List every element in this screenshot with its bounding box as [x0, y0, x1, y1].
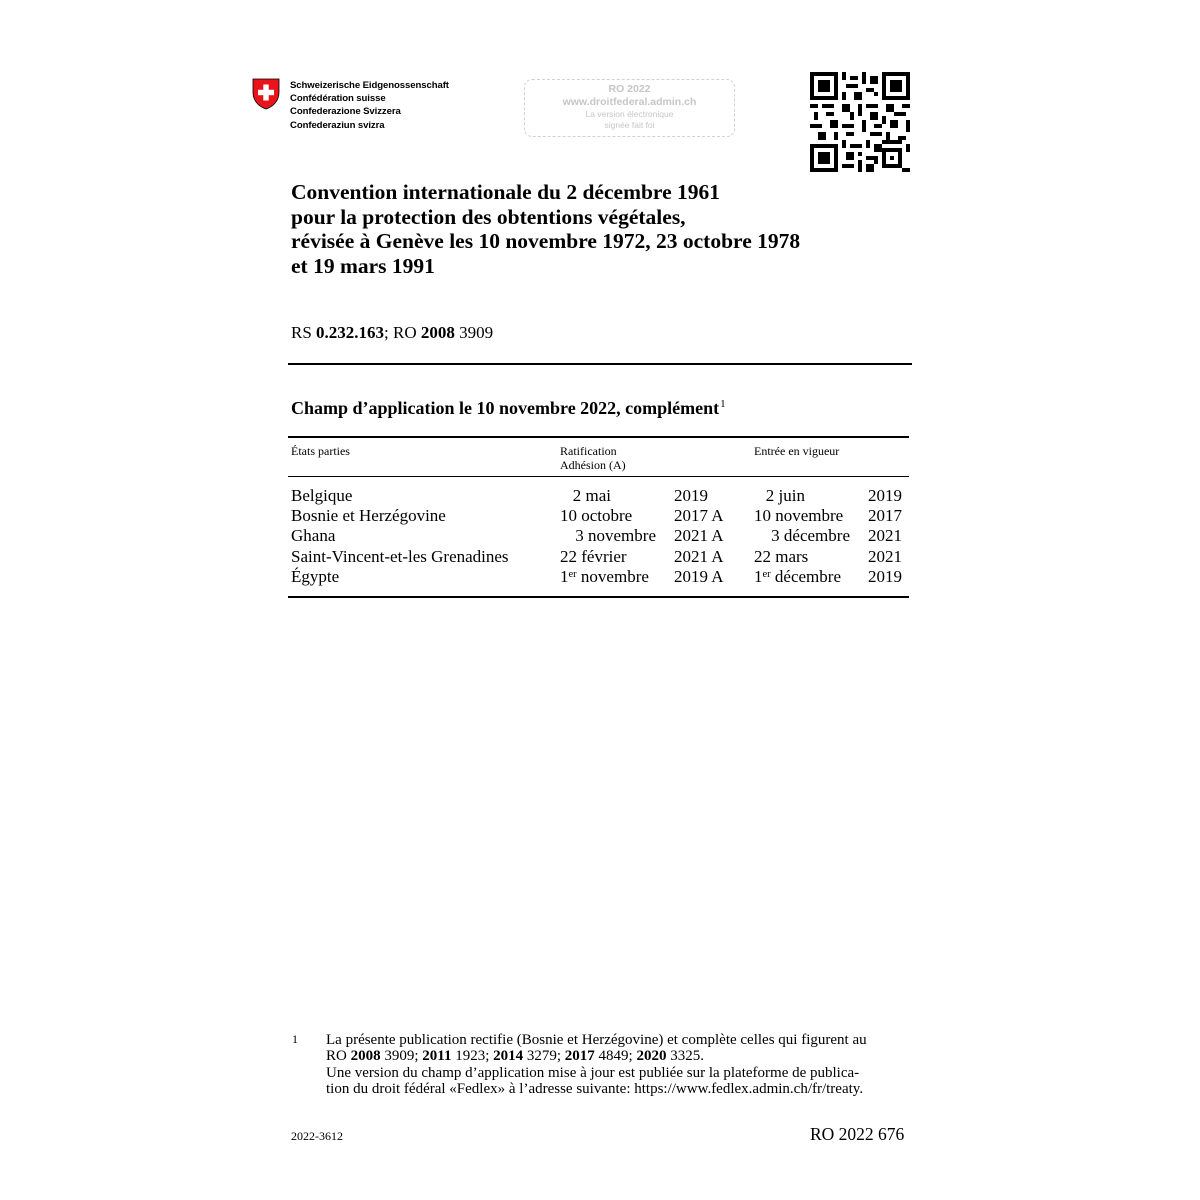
entry-date: 22 mars [754, 546, 809, 566]
footnote-line-3: Une version du champ d’application mise à jour est publiée sur la plateforme de publica- [326, 1064, 860, 1081]
ro-page: 3909; [380, 1048, 423, 1065]
entry-year: 2017 [868, 506, 902, 526]
ro-page: 3325. [666, 1048, 704, 1065]
ratification-year: 2019 [674, 486, 708, 505]
ro-page: 4849; [594, 1048, 637, 1065]
entry-year: 2021 [868, 546, 902, 566]
stamp-text-2: signée fait foi [604, 120, 655, 130]
rs-label: RS [291, 323, 317, 342]
ratification-year: 2021 A [674, 526, 724, 546]
ro-year: 2020 [636, 1048, 667, 1065]
footnote-line-2 [326, 1048, 916, 1064]
entry-year: 2019 [868, 486, 902, 505]
ro-year: 2011 [422, 1048, 452, 1065]
confederation-name-fr: Confédération suisse [290, 93, 386, 105]
ro-label: RO [326, 1048, 351, 1065]
document-title [291, 180, 931, 278]
ratification-date: 2 mai [572, 486, 611, 505]
table-row [0, 547, 1200, 567]
ratification-year: 2019 A [674, 566, 724, 586]
table-row [0, 486, 1200, 506]
state-name: Bosnie et Herzégovine [291, 506, 446, 526]
ro-year: 2008 [420, 323, 455, 342]
footnote-text [326, 1032, 916, 1098]
swiss-coat-of-arms-icon [252, 78, 280, 110]
section-subtitle [291, 398, 726, 419]
table-row [0, 526, 1200, 546]
entry-year: 2019 [868, 566, 902, 586]
confederation-name-rm: Confederaziun svizra [290, 119, 385, 131]
entry-day: 1 [754, 566, 763, 586]
entry-date: 2 juin [765, 486, 805, 505]
state-name: Belgique [291, 486, 353, 505]
ro-page-reference: RO 2022 676 [810, 1124, 905, 1144]
entry-month: décembre [770, 566, 841, 586]
electronic-version-stamp [524, 79, 735, 137]
state-name: Saint-Vincent-et-les Grenadines [291, 546, 509, 566]
stamp-text-1: La version électronique [585, 109, 674, 119]
ratification-date: 10 octobre [560, 506, 633, 526]
ro-year: 2014 [493, 1048, 524, 1065]
ratification-year: 2021 A [674, 546, 724, 566]
table-row [0, 506, 1200, 526]
confederation-name-it: Confederazione Svizzera [290, 106, 401, 118]
stamp-ro: RO 2022 [608, 83, 651, 95]
entry-date [754, 567, 850, 587]
ro-page: 1923; [451, 1048, 494, 1065]
table-header-rule [288, 476, 909, 477]
title-line-4: et 19 mars 1991 [291, 253, 435, 278]
ratification-day: 1 [560, 566, 569, 586]
document-number: 2022-3612 [291, 1129, 343, 1143]
ratification-header-line1: Ratification [560, 444, 617, 458]
confederation-name-de: Schweizerische Eidgenossenschaft [290, 80, 449, 91]
column-header-ratification [560, 444, 626, 472]
table-top-rule [288, 436, 909, 438]
footnote-line-1: La présente publication rectifie (Bosnie et Herzégovine) et complète celles qui figurent au [326, 1032, 867, 1048]
column-header-states: États parties [291, 444, 350, 458]
footnote-line-4: tion du droit fédéral «Fedlex» à l’adresse suivante: https://www.fedlex.admin.ch/fr/treaty. [326, 1081, 864, 1098]
stamp-url[interactable]: www.droitfederal.admin.ch [562, 96, 697, 108]
ro-page: 3279; [523, 1048, 565, 1065]
table-body [0, 486, 1200, 587]
column-header-entry-into-force: Entrée en vigueur [754, 444, 840, 458]
ordinal-suffix: er [568, 568, 577, 580]
ratification-year: 2017 A [674, 506, 724, 526]
ratification-month: novembre [576, 566, 649, 586]
title-line-2: pour la protection des obtentions végétales, [291, 204, 686, 229]
ro-page: 3909 [454, 323, 494, 342]
subtitle-text: Champ d’application le 10 novembre 2022, complément [291, 398, 720, 418]
entry-year: 2021 [868, 526, 902, 546]
ratification-date: 22 février [560, 546, 627, 566]
confederation-names [290, 79, 449, 132]
table-row [0, 567, 1200, 587]
ratification-date: 3 novembre [575, 526, 656, 546]
state-name: Égypte [291, 566, 340, 586]
qr-code-icon [810, 72, 910, 172]
state-name: Ghana [291, 526, 336, 546]
title-line-3: révisée à Genève les 10 novembre 1972, 23 octobre 1978 [291, 229, 801, 253]
ro-year: 2008 [350, 1048, 381, 1065]
ratification-header-line2: Adhésion (A) [560, 458, 626, 472]
divider [288, 363, 912, 365]
ordinal-suffix: er [762, 568, 771, 580]
rs-number: 0.232.163 [316, 323, 385, 342]
entry-date: 3 décembre [771, 526, 850, 546]
subtitle-footnote-ref[interactable]: 1 [720, 398, 726, 410]
entry-date: 10 novembre [754, 506, 844, 526]
title-line-1: Convention internationale du 2 décembre 1961 [291, 180, 721, 204]
ro-year: 2017 [564, 1048, 595, 1065]
ratification-date [560, 567, 656, 587]
rs-separator: ; RO [384, 323, 421, 342]
rs-reference [291, 323, 493, 343]
table-bottom-rule [288, 596, 909, 598]
footnote-number: 1 [292, 1032, 298, 1046]
